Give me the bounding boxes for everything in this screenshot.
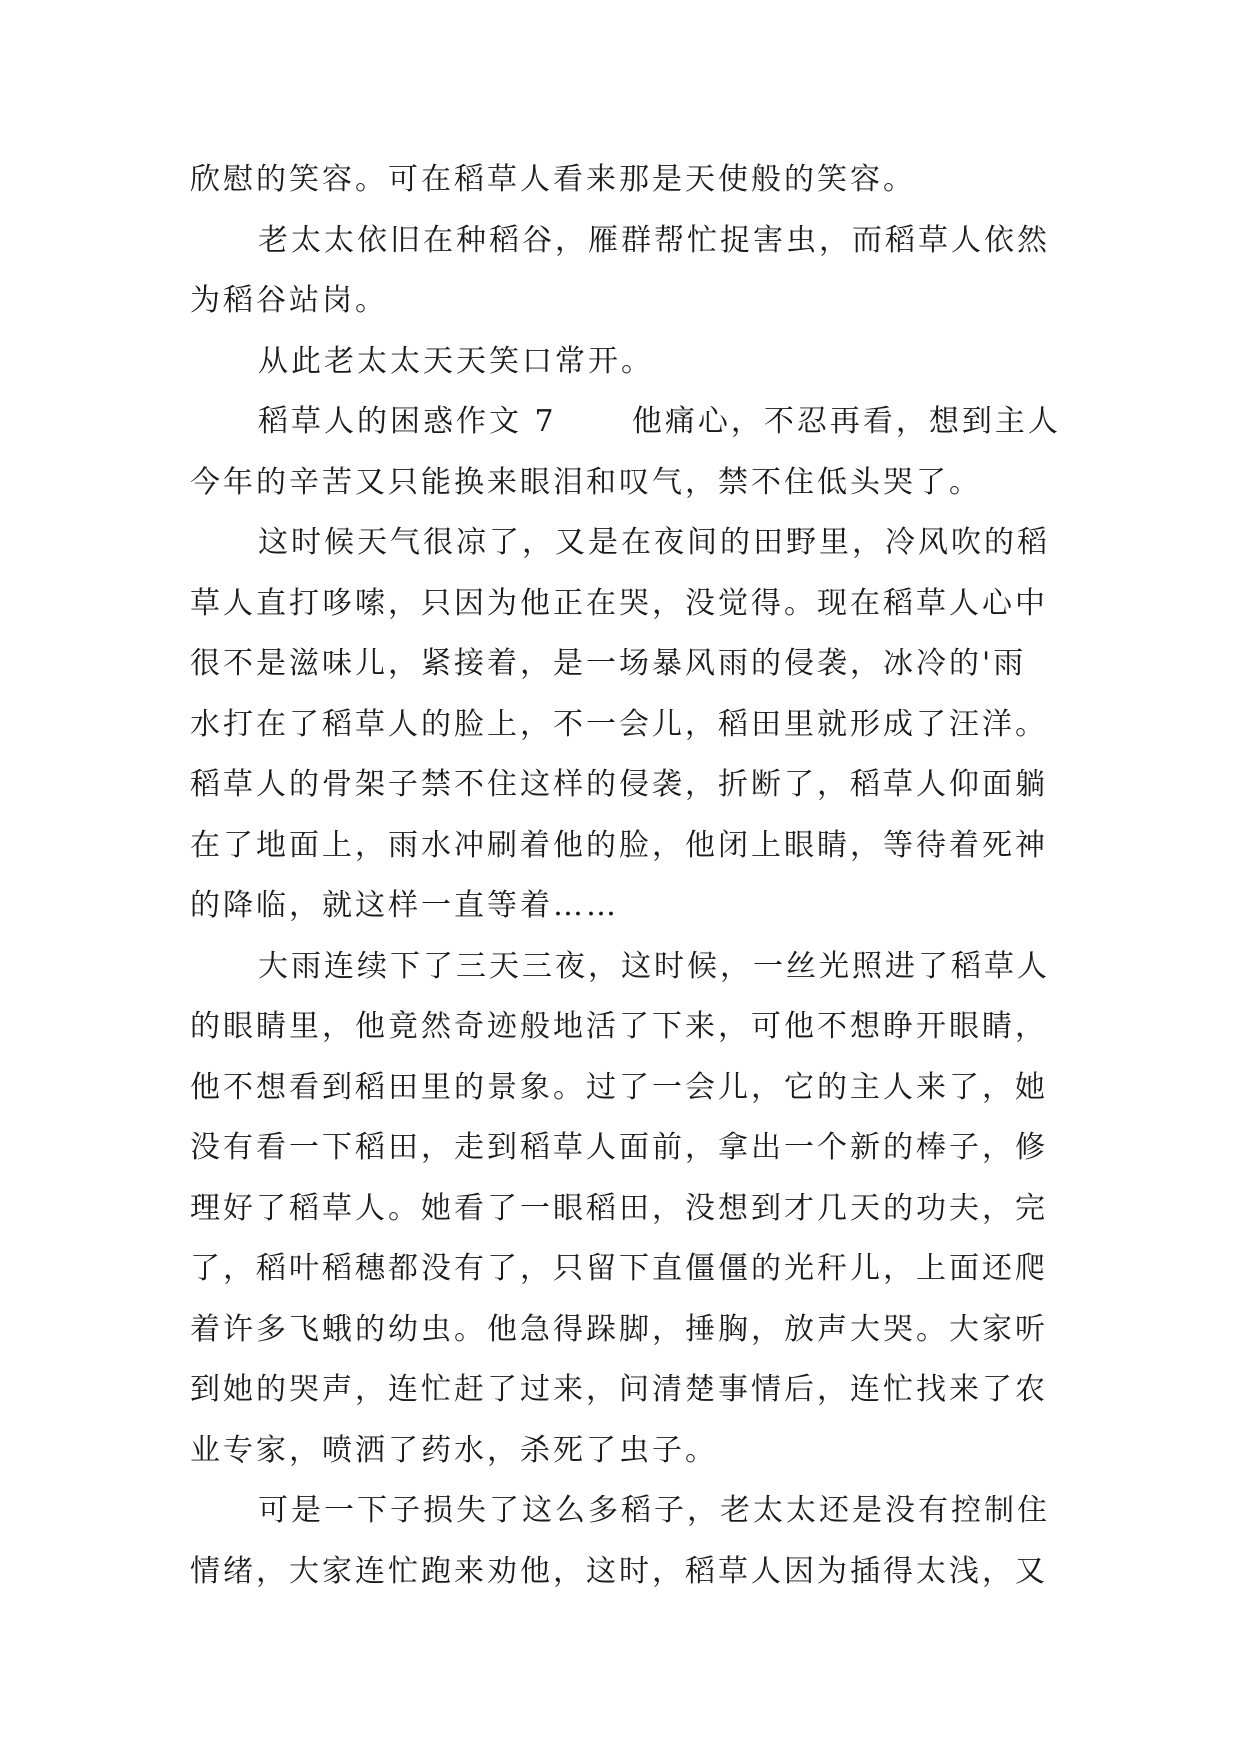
text-line: 稻草人的骨架子禁不住这样的侵袭，折断了，稻草人仰面躺 bbox=[190, 767, 1048, 802]
text-line: 欣慰的笑容。可在稻草人看来那是天使般的笑容。 bbox=[190, 162, 916, 197]
section-heading-line: 稻草人的困惑作文 7 他痛心，不忍再看，想到主人 bbox=[258, 404, 1061, 439]
paragraph-start-line: 大雨连续下了三天三夜，这时候，一丝光照进了稻草人 bbox=[258, 948, 1050, 984]
text-line: 理好了稻草人。她看了一眼稻田，没想到才几天的功夫，完 bbox=[190, 1190, 1048, 1226]
text-line: 情绪，大家连忙跑来劝他，这时，稻草人因为插得太浅，又 bbox=[190, 1553, 1048, 1589]
text-line: 水打在了稻草人的脸上，不一会儿，稻田里就形成了汪洋。 bbox=[190, 706, 1048, 742]
text-line: 很不是滋味儿，紧接着，是一场暴风雨的侵袭，冰冷的'雨 bbox=[190, 646, 1027, 681]
text-line: 草人直打哆嗦，只因为他正在哭，没觉得。现在稻草人心中 bbox=[190, 585, 1048, 621]
essay-text bbox=[190, 160, 1070, 1612]
text-line: 了，稻叶稻穗都没有了，只留下直僵僵的光秆儿，上面还爬 bbox=[190, 1251, 1048, 1286]
paragraph-start-line: 从此老太太天天笑口常开。 bbox=[258, 343, 654, 379]
paragraph-start-line: 老太太依旧在种稻谷，雁群帮忙捉害虫，而稻草人依然 bbox=[258, 222, 1050, 258]
text-line: 的眼睛里，他竟然奇迹般地活了下来，可他不想睁开眼睛， bbox=[190, 1009, 1048, 1044]
paragraph-start-line: 这时候天气很凉了，又是在夜间的田野里，冷风吹的稻 bbox=[258, 525, 1050, 560]
text-line: 为稻谷站岗。 bbox=[190, 283, 388, 318]
text-line: 着许多飞蛾的幼虫。他急得跺脚，捶胸，放声大哭。大家听 bbox=[190, 1311, 1048, 1347]
text-line: 没有看一下稻田，走到稻草人面前，拿出一个新的棒子，修 bbox=[190, 1130, 1048, 1165]
text-line: 到她的哭声，连忙赶了过来，问清楚事情后，连忙找来了农 bbox=[190, 1372, 1048, 1407]
text-line: 业专家，喷洒了药水，杀死了虫子。 bbox=[190, 1432, 718, 1468]
paragraph-start-line: 可是一下子损失了这么多稻子，老太太还是没有控制住 bbox=[258, 1493, 1050, 1528]
text-line: 的降临，就这样一直等着…… bbox=[190, 888, 619, 923]
text-line: 他不想看到稻田里的景象。过了一会儿，它的主人来了，她 bbox=[190, 1069, 1048, 1105]
text-line: 今年的辛苦又只能换来眼泪和叹气，禁不住低头哭了。 bbox=[190, 464, 982, 500]
text-line: 在了地面上，雨水冲刷着他的脸，他闭上眼睛，等待着死神 bbox=[190, 827, 1048, 863]
